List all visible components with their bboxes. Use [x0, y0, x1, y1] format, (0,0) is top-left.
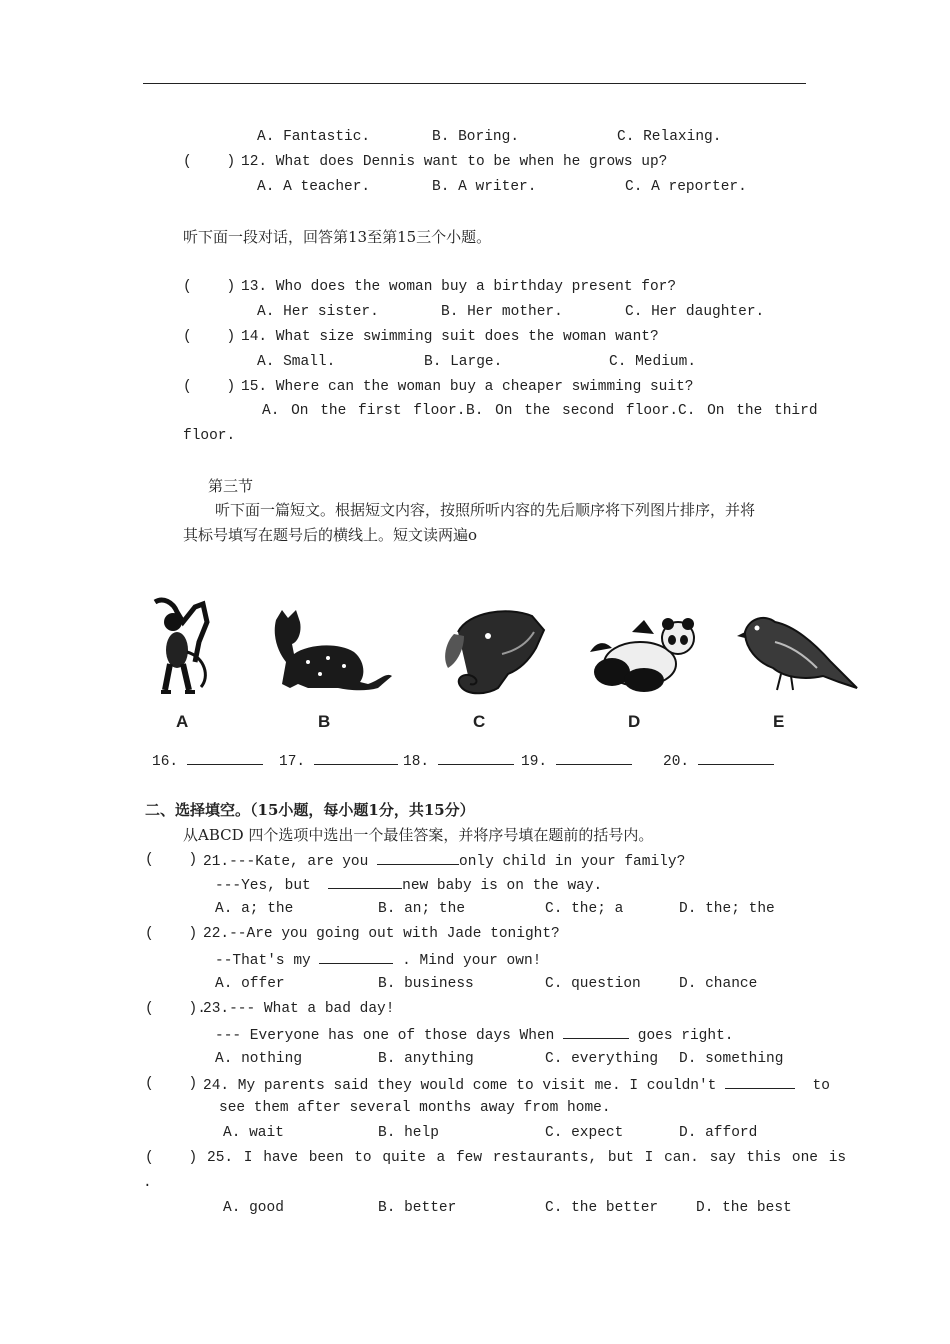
q12-option-b: B. A writer.: [432, 179, 537, 195]
q12-option-a: A. A teacher.: [257, 179, 371, 195]
q15-option-b: B. On the second floor.: [466, 403, 679, 419]
q21-answer-paren[interactable]: ( ): [145, 852, 198, 868]
q21-line2: ---Yes, but new baby is on the way.: [215, 874, 602, 896]
q15-stem: 15. Where can the woman buy a cheaper swimming suit?: [241, 379, 694, 395]
section3-instruction-line1: 听下面一篇短文。根据短文内容，按照所听内容的先后顺序将下列图片排序，并将: [215, 501, 756, 519]
section3-title: 第三节: [208, 477, 254, 495]
q13-option-a: A. Her sister.: [257, 304, 379, 320]
q25-option-d: D. the best: [696, 1200, 792, 1216]
q14-answer-paren[interactable]: ( ): [183, 329, 236, 345]
q23-stem: 23.--- What a bad day!: [203, 1001, 395, 1017]
q24-option-b: B. help: [378, 1125, 439, 1141]
picture-a-monkey: [125, 592, 255, 702]
q15-option-c: C. On the third: [678, 403, 818, 419]
q24-stem: 24. My parents said they would come to visit me. I couldn't to: [203, 1074, 830, 1096]
q25-dot: .: [143, 1175, 152, 1191]
q22-stem: 22.--Are you going out with Jade tonight?: [203, 926, 560, 942]
q24-option-d: D. afford: [679, 1125, 758, 1141]
picture-b-cat: [268, 592, 398, 702]
q13-option-b: B. Her mother.: [441, 304, 563, 320]
q25-option-a: A. good: [223, 1200, 284, 1216]
q22-option-d: D. chance: [679, 976, 758, 992]
q21-stem: 21.---Kate, are you only child in your family?: [203, 850, 685, 872]
q12-answer-paren[interactable]: ( ): [183, 154, 236, 170]
dialog-intro: 听下面一段对话，回答第13至第15三个小题。: [183, 228, 492, 246]
order-blank-20[interactable]: 20.: [663, 750, 774, 772]
cat-icon: [268, 592, 398, 702]
q24-answer-paren[interactable]: ( ): [145, 1076, 198, 1092]
bird-icon: [735, 592, 865, 702]
q24-line2: see them after several months away from home.: [219, 1100, 611, 1116]
picture-label-c: C: [473, 712, 486, 731]
picture-d-panda: [582, 592, 712, 702]
q25-answer-paren[interactable]: ( ): [145, 1150, 198, 1166]
picture-label-a: A: [176, 712, 189, 731]
elephant-icon: [428, 592, 558, 702]
q25-option-c: C. the better: [545, 1200, 659, 1216]
q23-option-d: D. something: [679, 1051, 784, 1067]
q14-stem: 14. What size swimming suit does the woman want?: [241, 329, 659, 345]
q13-answer-paren[interactable]: ( ): [183, 279, 236, 295]
q22-option-c: C. question: [545, 976, 641, 992]
q24-option-c: C. expect: [545, 1125, 624, 1141]
part2-title: 二、选择填空。（15小题，每小题1分，共15分）: [145, 801, 475, 819]
q22-line2: --That's my . Mind your own!: [215, 949, 541, 971]
q23-option-b: B. anything: [378, 1051, 474, 1067]
q11-option-a: A. Fantastic.: [257, 129, 371, 145]
q23-line2: --- Everyone has one of those days When goes right.: [215, 1024, 733, 1046]
order-blank-16[interactable]: 16.: [152, 750, 263, 772]
q12-stem: 12. What does Dennis want to be when he grows up?: [241, 154, 668, 170]
q22-option-b: B. business: [378, 976, 474, 992]
q13-option-c: C. Her daughter.: [625, 304, 765, 320]
q21-option-b: B. an; the: [378, 901, 466, 917]
q15-option-c-continued: floor.: [183, 428, 236, 444]
monkey-icon: [125, 592, 255, 702]
picture-label-e: E: [773, 712, 785, 731]
picture-c-elephant: [428, 592, 558, 702]
q13-stem: 13. Who does the woman buy a birthday present for?: [241, 279, 677, 295]
q12-option-c: C. A reporter.: [625, 179, 747, 195]
panda-icon: [582, 592, 712, 702]
picture-e-bird: [735, 592, 865, 702]
order-blank-17[interactable]: 17.: [279, 750, 398, 772]
q11-option-c: C. Relaxing.: [617, 129, 722, 145]
q24-option-a: A. wait: [223, 1125, 284, 1141]
order-blank-19[interactable]: 19.: [521, 750, 632, 772]
q23-option-c: C. everything: [545, 1051, 659, 1067]
header-rule: [143, 83, 806, 84]
q15-answer-paren[interactable]: ( ): [183, 379, 236, 395]
q22-answer-paren[interactable]: ( ): [145, 926, 198, 942]
q22-option-a: A. offer: [215, 976, 285, 992]
q21-option-c: C. the; a: [545, 901, 624, 917]
q25-option-b: B. better: [378, 1200, 457, 1216]
q25-stem: 25. I have been to quite a few restaurants, but I can. say this one is: [207, 1150, 847, 1166]
part2-instruction: 从ABCD 四个选项中选出一个最佳答案，并将序号填在题前的括号内。: [183, 826, 654, 844]
q11-option-b: B. Boring.: [432, 129, 520, 145]
order-blank-18[interactable]: 18.: [403, 750, 514, 772]
picture-label-b: B: [318, 712, 331, 731]
q21-option-a: A. a; the: [215, 901, 294, 917]
q23-answer-paren[interactable]: ( ).: [145, 1001, 206, 1017]
section3-instruction-line2: 其标号填写在题号后的横线上。短文读两遍o: [183, 526, 478, 544]
q14-option-c: C. Medium.: [609, 354, 697, 370]
q23-option-a: A. nothing: [215, 1051, 303, 1067]
q14-option-b: B. Large.: [424, 354, 503, 370]
q15-option-a: A. On the first floor.: [262, 403, 466, 419]
q21-option-d: D. the; the: [679, 901, 775, 917]
picture-label-d: D: [628, 712, 641, 731]
q14-option-a: A. Small.: [257, 354, 336, 370]
